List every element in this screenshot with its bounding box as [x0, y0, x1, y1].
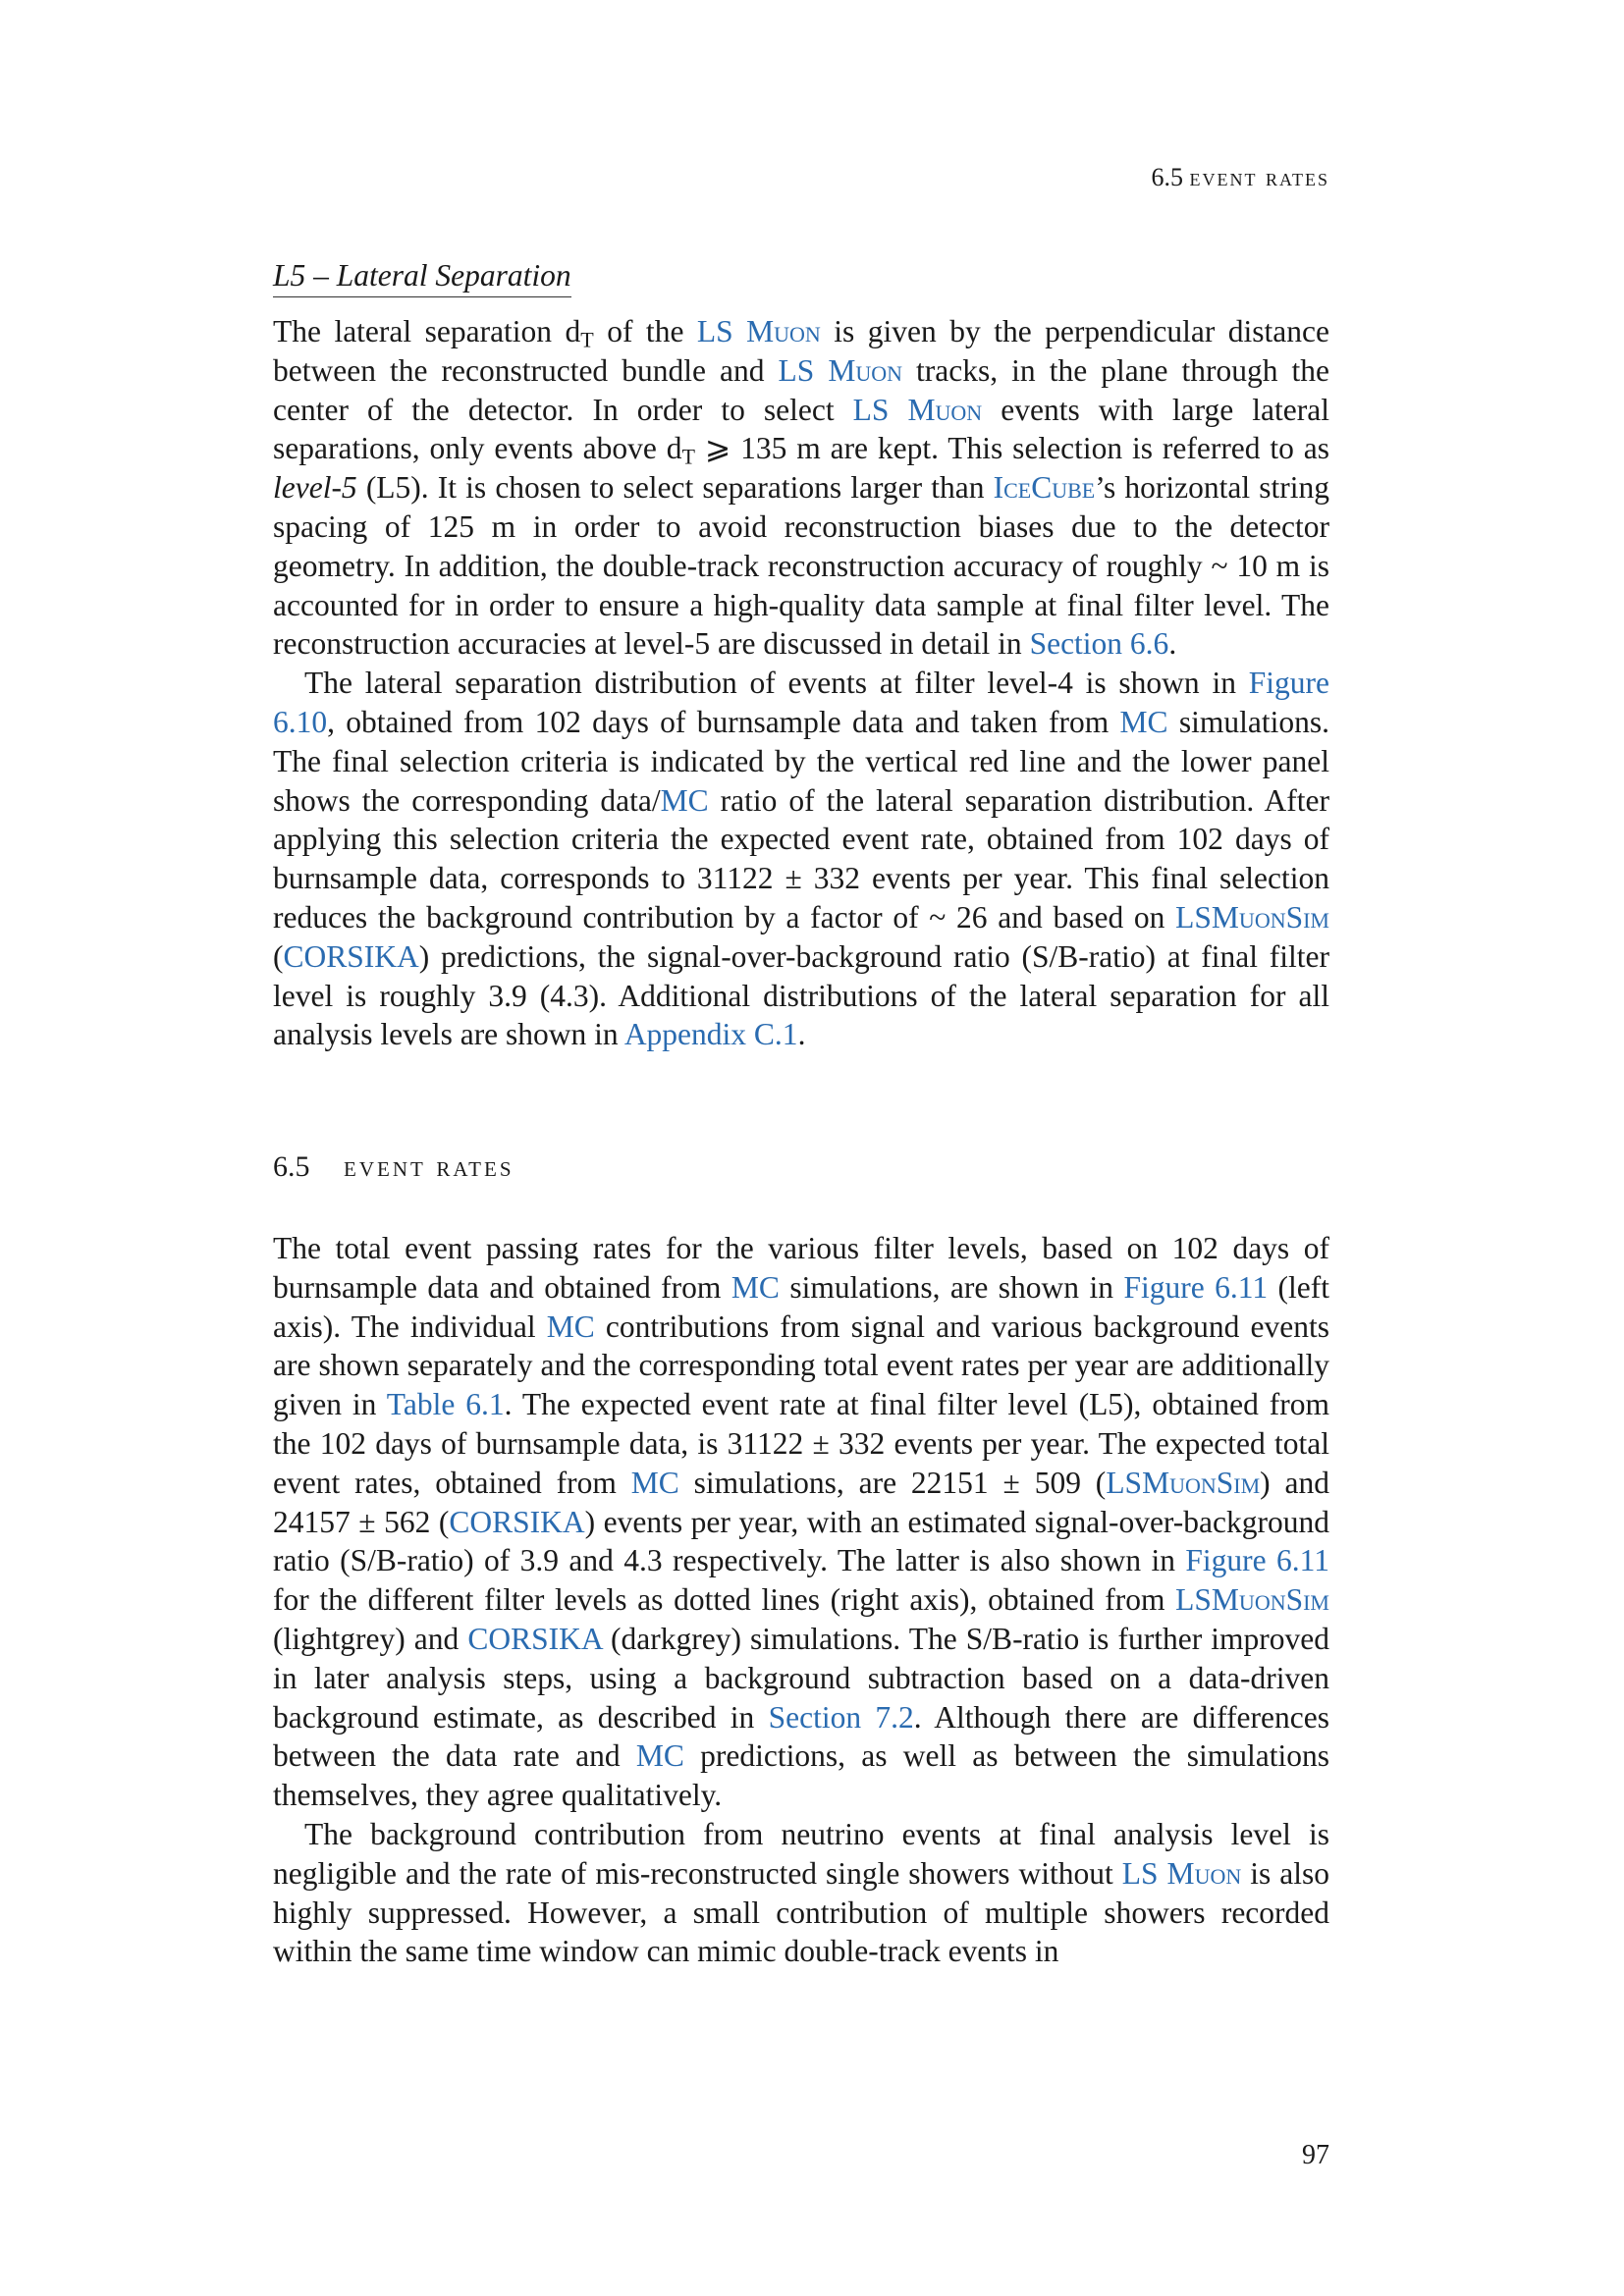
link-mc[interactable]: MC — [546, 1308, 595, 1344]
link-ls-muon[interactable]: LS Muon — [778, 352, 902, 388]
link-mc[interactable]: MC — [635, 1738, 684, 1774]
running-header-title: event rates — [1189, 163, 1329, 191]
link-ls-muon[interactable]: LS Muon — [1121, 1855, 1242, 1891]
link-corsika[interactable]: CORSIKA — [449, 1504, 585, 1539]
link-corsika[interactable]: CORSIKA — [467, 1621, 602, 1656]
paragraph-2: The lateral separation distribution of events at filter level-4 is shown in Figure 6.10, obtained from 102 days of burnsample data and taken from MC simulations. The final selection criteria is indicated by the vertical red line and the lower panel shows the corresponding data/MC ratio of the lateral separation distribution. After applying this selection criteria the expected event rate, obtained from 102 days of burnsample data, corresponds to 31122 ± 332 events per year. This final selection reduces the background contribution by a factor of ~ 26 and based on LSMuonSim (CORSIKA) predictions, the signal-over-background ratio (S/B-ratio) at final filter level is roughly 3.9 (4.3). Additional distributions of the lateral separation for all analysis levels are shown in Appendix C.1. — [273, 666, 1330, 1052]
link-lsmuonsim[interactable]: LSMuonSim — [1175, 1582, 1329, 1618]
link-mc[interactable]: MC — [660, 782, 709, 818]
link-mc[interactable]: MC — [1119, 704, 1168, 739]
running-header-number: 6.5 — [1151, 163, 1183, 191]
section-title: event rates — [344, 1150, 514, 1183]
link-icecube[interactable]: IceCube — [993, 470, 1096, 506]
text-block-lateral-separation — [273, 312, 1329, 1054]
link-lsmuonsim[interactable]: LSMuonSim — [1175, 899, 1329, 934]
link-appendix-c-1[interactable]: Appendix C.1 — [623, 1017, 798, 1052]
section-heading — [273, 1148, 514, 1186]
page-number: 97 — [1302, 2140, 1329, 2170]
link-figure-6-11[interactable]: Figure 6.11 — [1185, 1543, 1329, 1578]
link-ls-muon[interactable]: LS Muon — [696, 314, 821, 348]
link-lsmuonsim[interactable]: LSMuonSim — [1106, 1465, 1261, 1500]
link-mc[interactable]: MC — [731, 1269, 780, 1305]
paragraph-1: The lateral separation $d_T$ of the LS Muon is given by the perpendicular distance between the reconstructed bundle and LS Muon tracks, in the plane through the center of the detector. In order to select LS Muon events with large lateral separations, only events above $d_T$ ⩾ 135 m are kept. This selection is referred to as level-5 (L5). It is chosen to select separations larger than IceCube’s horizontal string spacing of 125 m in order to avoid reconstruction biases due to the detector geometry. In addition, the double-track reconstruction accuracy of roughly ~ 10 m is accounted for in order to ensure a high-quality data sample at final filter level. The reconstruction accuracies at level-5 are discussed in detail in Section 6.6. — [273, 314, 1330, 662]
link-table-6-1[interactable]: Table 6.1 — [386, 1387, 505, 1422]
running-header — [1119, 163, 1329, 202]
subsection-heading: L5 – Lateral Separation — [273, 257, 571, 297]
text-block-event-rates — [273, 1229, 1329, 1971]
section-number: 6.5 — [273, 1150, 310, 1183]
link-figure-6-11[interactable]: Figure 6.11 — [1123, 1269, 1269, 1305]
paragraph-4: The background contribution from neutrino events at final analysis level is negligible and the rate of mis-reconstructed single showers without LS Muon is also highly suppressed. However, a small contribution of multiple showers recorded within the same time window can mimic double-track events in — [273, 1816, 1329, 1969]
link-corsika[interactable]: CORSIKA — [283, 938, 419, 974]
link-mc[interactable]: MC — [630, 1465, 679, 1500]
link-section-7-2[interactable]: Section 7.2 — [768, 1699, 914, 1735]
link-section-6-6[interactable]: Section 6.6 — [1029, 626, 1169, 662]
link-figure-6-10[interactable]: Figure 6.10 — [273, 666, 1329, 739]
paragraph-3: The total event passing rates for the various filter levels, based on 102 days of burnsample data and obtained from MC simulations, are shown in Figure 6.11 (left axis). The individual MC contributions from signal and various background events are shown separately and the corresponding total event rates per year are additionally given in Table 6.1. The expected event rate at final filter level (L5), obtained from the 102 days of burnsample data, is 31122 ± 332 events per year. The expected total event rates, obtained from MC simulations, are 22151 ± 509 (LSMuonSim) and 24157 ± 562 (CORSIKA) events per year, with an estimated signal-over-background ratio (S/B-ratio) of 3.9 and 4.3 respectively. The latter is also shown in Figure 6.11 for the different filter levels as dotted lines (right axis), obtained from LSMuonSim (lightgrey) and CORSIKA (darkgrey) simulations. The S/B-ratio is further improved in later analysis steps, using a background subtraction based on a data-driven background estimate, as described in Section 7.2. Although there are differences between the data rate and MC predictions, as well as between the simulations themselves, they agree qualitatively. — [273, 1231, 1330, 1813]
link-ls-muon[interactable]: LS Muon — [852, 392, 983, 427]
